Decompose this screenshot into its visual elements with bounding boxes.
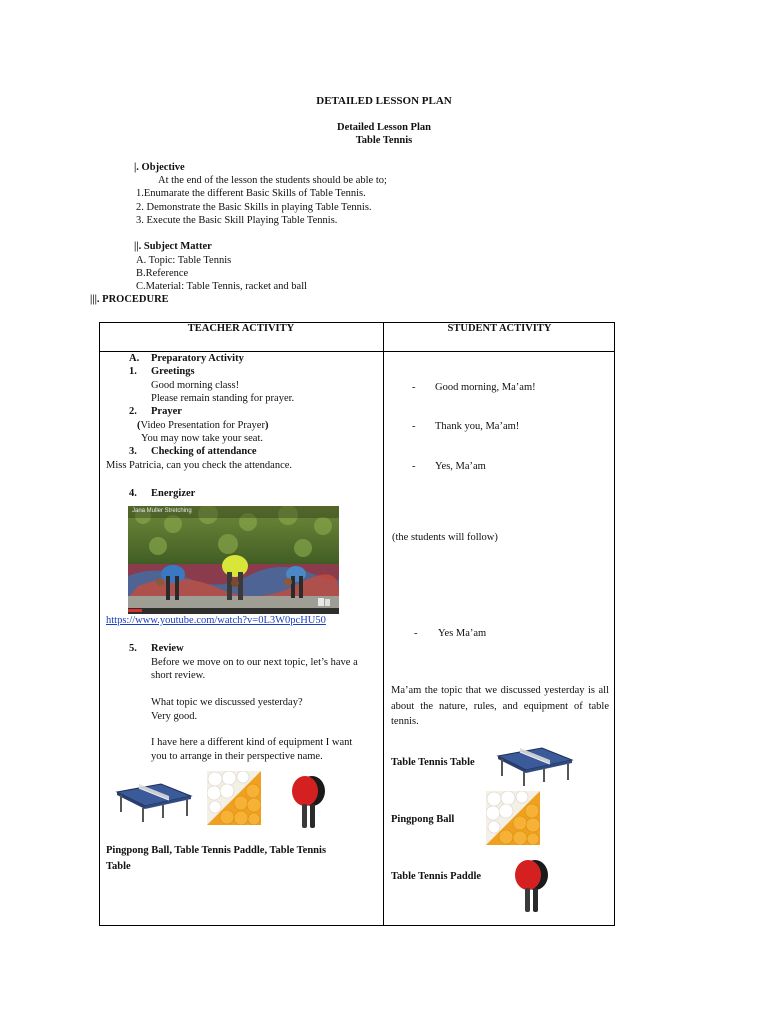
review-line: short review. xyxy=(151,670,206,681)
review-question: Very good. xyxy=(151,711,198,722)
student-response: Good morning, Ma’am! xyxy=(435,382,536,393)
subject-matter-item: B.Reference xyxy=(136,268,189,279)
prep-activity-label: Preparatory Activity xyxy=(151,353,244,364)
energizer-label: Energizer xyxy=(151,488,196,499)
objective-item: 3. Execute the Basic Skill Playing Table Tennis. xyxy=(136,215,338,226)
table-tennis-paddles-image xyxy=(290,774,326,832)
review-line: Before we move on to our next topic, let’s have a xyxy=(151,657,358,668)
pingpong-balls-image xyxy=(486,791,540,845)
document-title: DETAILED LESSON PLAN xyxy=(316,95,452,107)
prep-letter: A. xyxy=(129,353,140,364)
video-caption: Jana Muller Stretching xyxy=(132,508,192,514)
prayer-number: 2. xyxy=(129,406,137,417)
teacher-activity-header: TEACHER ACTIVITY xyxy=(187,323,295,334)
subject-matter-heading: ||. Subject Matter xyxy=(134,241,212,252)
greetings-line: Good morning class! xyxy=(151,380,240,391)
objective-intro: At the end of the lesson the students should be able to; xyxy=(158,175,387,186)
label-table-tennis-paddle: Table Tennis Paddle xyxy=(391,871,482,882)
student-review-answer: Ma’am the topic that we discussed yesterday is all about the nature, rules, and equipment of table tennis. xyxy=(391,685,609,727)
response-dash: - xyxy=(412,461,416,472)
objective-item: 1.Enumarate the different Basic Skills of Table Tennis. xyxy=(136,188,366,199)
subject-matter-item: C.Material: Table Tennis, racket and ball xyxy=(136,281,308,292)
prayer-line xyxy=(137,419,268,432)
paren-open: ( xyxy=(137,420,141,431)
student-response: Yes, Ma’am xyxy=(435,461,486,472)
response-dash: - xyxy=(414,628,418,639)
paren-close: ) xyxy=(264,420,269,431)
energizer-number: 4. xyxy=(129,488,137,499)
topic-title: Table Tennis xyxy=(355,135,413,146)
greetings-label: Greetings xyxy=(151,366,195,377)
subject-matter-item: A. Topic: Table Tennis xyxy=(136,255,232,266)
response-dash: - xyxy=(412,421,416,432)
table-tennis-table-image xyxy=(113,772,193,824)
table-tennis-table-image xyxy=(494,736,574,788)
prayer-label: Prayer xyxy=(151,406,182,417)
review-instruction: I have here a different kind of equipment I want xyxy=(151,737,353,748)
review-number: 5. xyxy=(129,643,137,654)
pingpong-balls-image xyxy=(207,771,261,825)
student-response: Yes Ma’am xyxy=(438,628,487,639)
student-response: Thank you, Ma’am! xyxy=(435,421,520,432)
greetings-line: Please remain standing for prayer. xyxy=(151,393,295,404)
procedure-heading: |||. PROCEDURE xyxy=(90,294,169,305)
answer-line: Pingpong Ball, Table Tennis Paddle, Table Tennis xyxy=(106,845,327,856)
table-tennis-paddles-image xyxy=(513,858,549,916)
document-subtitle: Detailed Lesson Plan xyxy=(337,122,431,133)
prayer-video-label: Video Presentation for Prayer xyxy=(140,420,265,431)
table-column-divider xyxy=(383,322,384,926)
review-question: What topic we discussed yesterday? xyxy=(151,697,303,708)
energizer-video-link[interactable]: https://www.youtube.com/watch?v=0L3W0pcHU50 xyxy=(106,615,326,626)
greetings-number: 1. xyxy=(129,366,137,377)
label-table-tennis-table: Table Tennis Table xyxy=(391,757,475,768)
attendance-label: Checking of attendance xyxy=(151,446,257,457)
student-activity-header: STUDENT ACTIVITY xyxy=(447,323,552,334)
stretching-scene-image xyxy=(128,506,339,614)
response-dash: - xyxy=(412,382,416,393)
review-label: Review xyxy=(151,643,184,654)
objective-heading: |. Objective xyxy=(134,162,185,173)
label-pingpong-ball: Pingpong Ball xyxy=(391,814,455,825)
answer-line: Table xyxy=(106,861,131,872)
objective-item: 2. Demonstrate the Basic Skills in playing Table Tennis. xyxy=(136,202,372,213)
energizer-video-thumbnail[interactable] xyxy=(128,506,339,614)
attendance-number: 3. xyxy=(129,446,137,457)
attendance-line: Miss Patricia, can you check the attendance. xyxy=(106,460,293,471)
review-instruction: you to arrange in their perspective name. xyxy=(151,751,323,762)
student-follow-note: (the students will follow) xyxy=(392,532,498,543)
prayer-line: You may now take your seat. xyxy=(141,433,264,444)
